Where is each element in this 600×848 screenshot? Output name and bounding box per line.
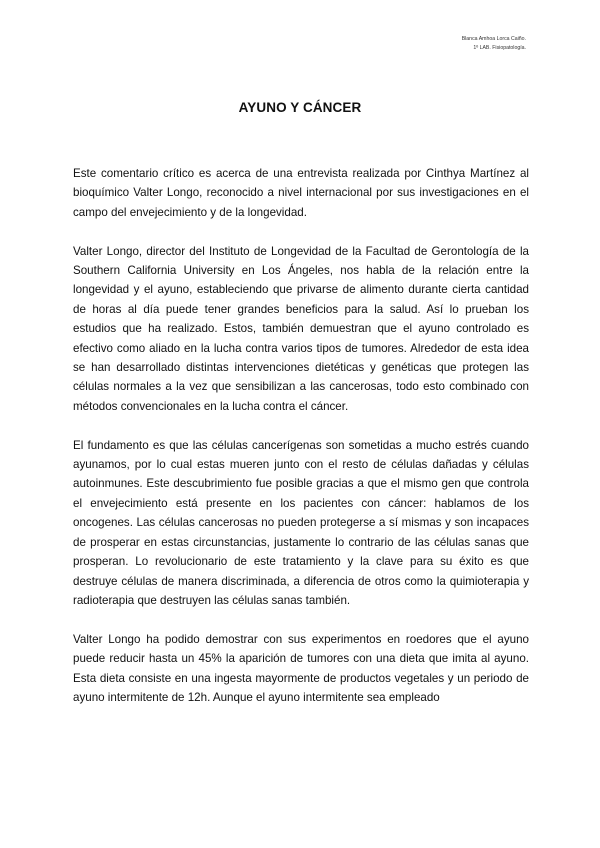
page-header xyxy=(462,35,526,52)
paragraph-3: El fundamento es que las células cancerígenas son sometidas a mucho estrés cuando ayunamos, por lo cual estas mueren junto con el resto de células dañadas y células autoinmunes. Este descubrimiento fue posible gracias a que el mismo gen que controla el envejecimiento está presente en los pacientes con cáncer: hablamos de los oncogenes. Las células cancerosas no pueden protegerse a sí mismas y son incapaces de prosperar en estas circunstancias, justamente lo contrario de las células sanas que prosperan. Lo revolucionario de este tratamiento y la clave para su éxito es que destruye células de manera discriminada, a diferencia de otros como la quimioterapia y radioterapia que destruyen las células sanas también. xyxy=(73,438,529,607)
paragraph-1: Este comentario crítico es acerca de una entrevista realizada por Cinthya Martínez al bioquímico Valter Longo, reconocido a nivel internacional por sus investigaciones en el campo del envejecimiento y de la longevidad. xyxy=(73,167,529,219)
document-body xyxy=(73,164,529,727)
header-author: Blanca Amhoa Lorca Caiño. xyxy=(461,36,526,42)
header-course: 1º LAB. Fisiopatología. xyxy=(473,44,526,51)
paragraph-2: Valter Longo, director del Instituto de Longevidad de la Facultad de Gerontología de la Southern California University en Los Ángeles, nos habla de la relación entre la longevidad y el ayuno, estableciendo que privarse de alimento durante cierta cantidad de horas al día puede tener grandes beneficios para la salud. Así lo prueban los estudios que ha realizado. Estos, también demuestran que el ayuno controlado es efectivo como aliado en la lucha contra varios tipos de tumores. Alrededor de esta idea se han desarrollado distintas intervenciones dietéticas y genéticas que protegen las células normales a la vez que sensibilizan a las cancerosas, todo esto combinado con métodos convencionales en la lucha contra el cáncer. xyxy=(73,244,529,413)
paragraph-4: Valter Longo ha podido demostrar con sus experimentos en roedores que el ayuno puede reducir hasta un 45% la aparición de tumores con una dieta que imita al ayuno. Esta dieta consiste en una ingesta mayormente de productos vegetales y un periodo de ayuno intermitente de 12h. Aunque el ayuno intermitente sea empleado xyxy=(73,632,529,704)
document-title: AYUNO Y CÁNCER xyxy=(238,100,362,115)
